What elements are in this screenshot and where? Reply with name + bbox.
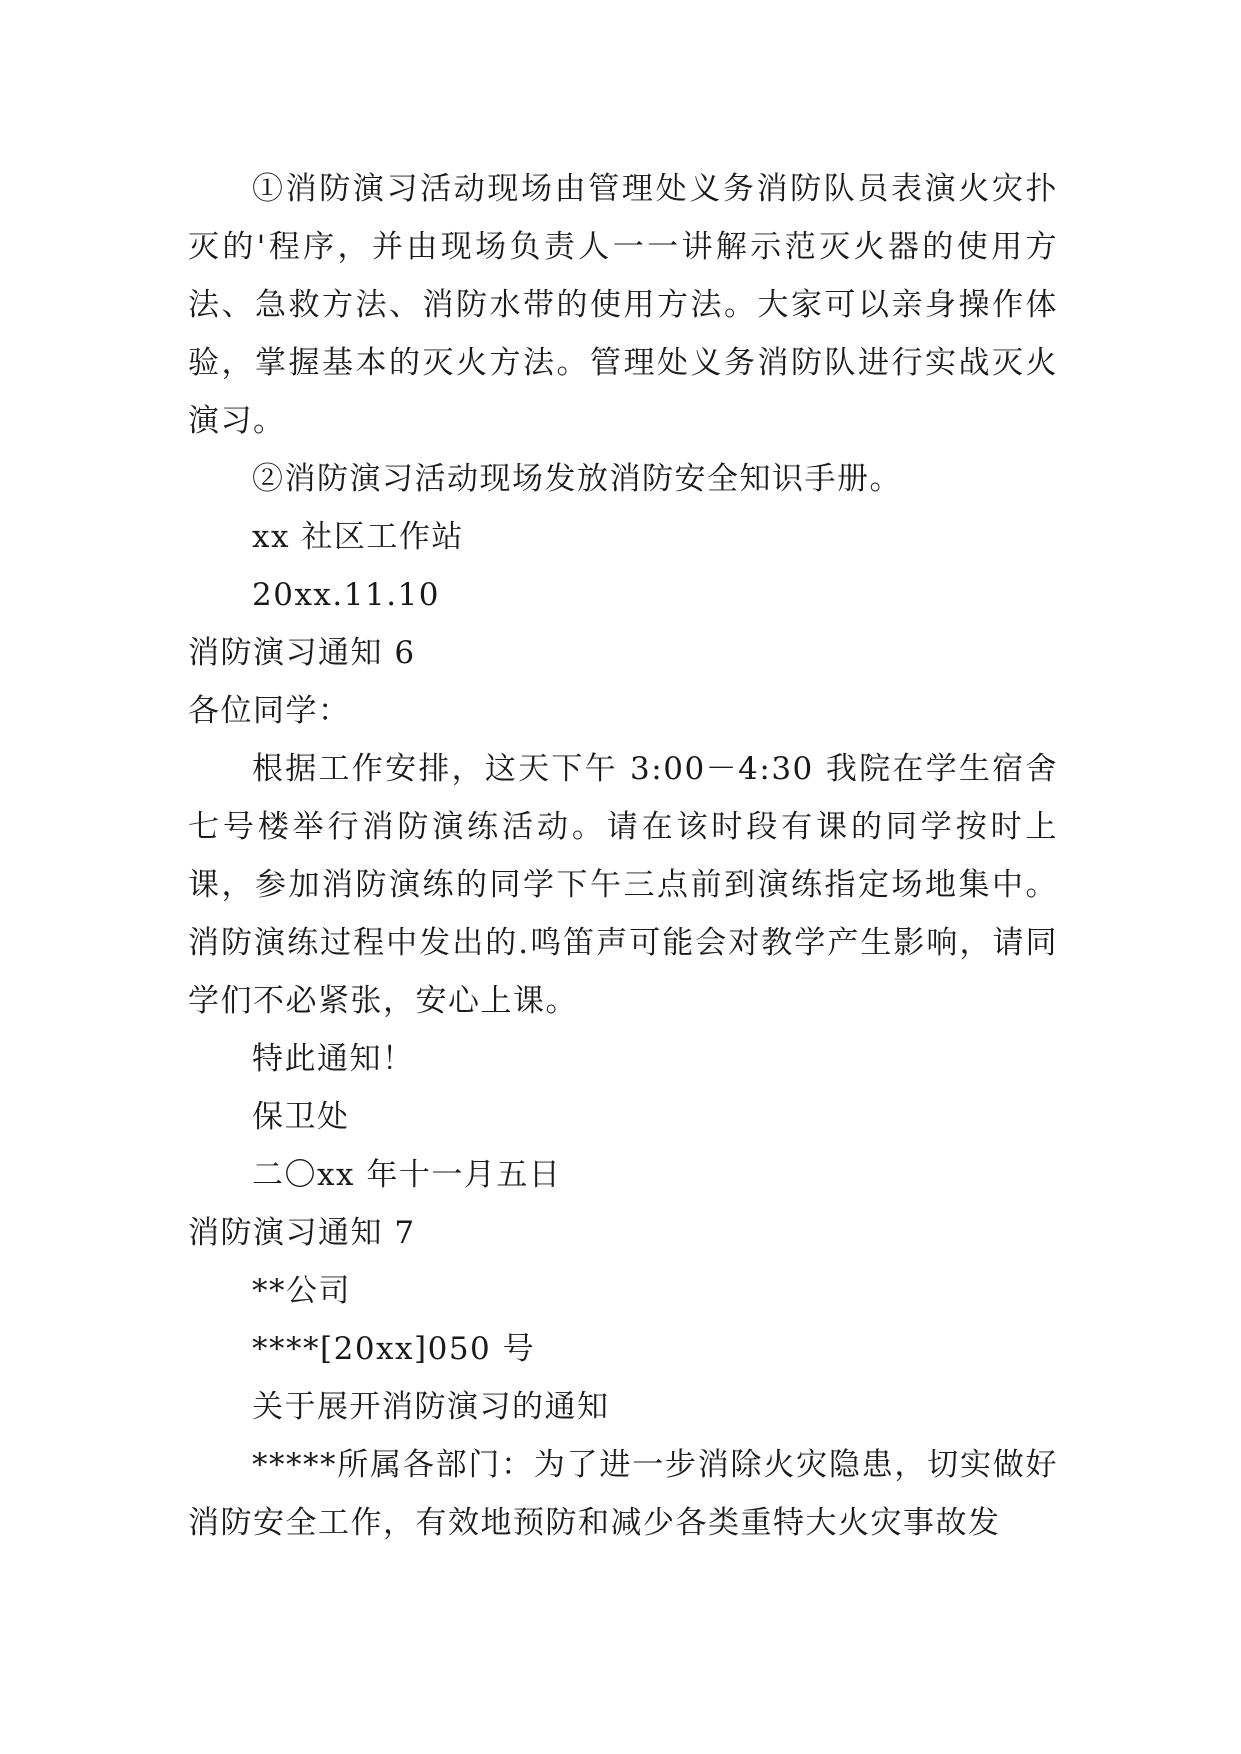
notice-7-subject: 关于展开消防演习的通知 [252,1389,610,1425]
notice-6-body: 根据工作安排，这天下午 3:00－4:30 我院在学生宿舍七号楼举行消防演练活动。请在该时段有课的同学按时上课，参加消防演练的同学下午三点前到演练指定场地集中。消防演练过程中发出的.鸣笛声可能会对教学产生影响，请同学们不必紧张，安心上课。 [188,751,1058,1019]
notice-date: 20xx.11.10 [252,577,441,613]
notice-6-greeting: 各位同学： [188,693,351,729]
notice-6-signer: 保卫处 [252,1099,350,1135]
notice-6-date: 二〇xx 年十一月五日 [252,1157,562,1193]
notice-7-doc-number: ****[20xx]050 号 [252,1331,536,1367]
drill-item-1: ①消防演习活动现场由管理处义务消防队员表演火灾扑灭的'程序，并由现场负责人一一讲解示范灭火器的使用方法、急救方法、消防水带的使用方法。大家可以亲身操作体验，掌握基本的灭火方法。管理处义务消防队进行实战灭火演习。 [188,171,1058,439]
signer: xx 社区工作站 [252,519,464,555]
notice-6-title: 消防演习通知 6 [188,635,416,671]
drill-item-2: ②消防演习活动现场发放消防安全知识手册。 [252,461,902,497]
notice-6-closing: 特此通知！ [252,1041,415,1077]
notice-7-body: *****所属各部门：为了进一步消除火灾隐患，切实做好消防安全工作，有效地预防和减少各类重特大火灾事故发 [188,1447,1058,1541]
notice-7-company: **公司 [252,1273,351,1309]
document-page [188,160,1058,1552]
notice-7-title: 消防演习通知 7 [188,1215,416,1251]
